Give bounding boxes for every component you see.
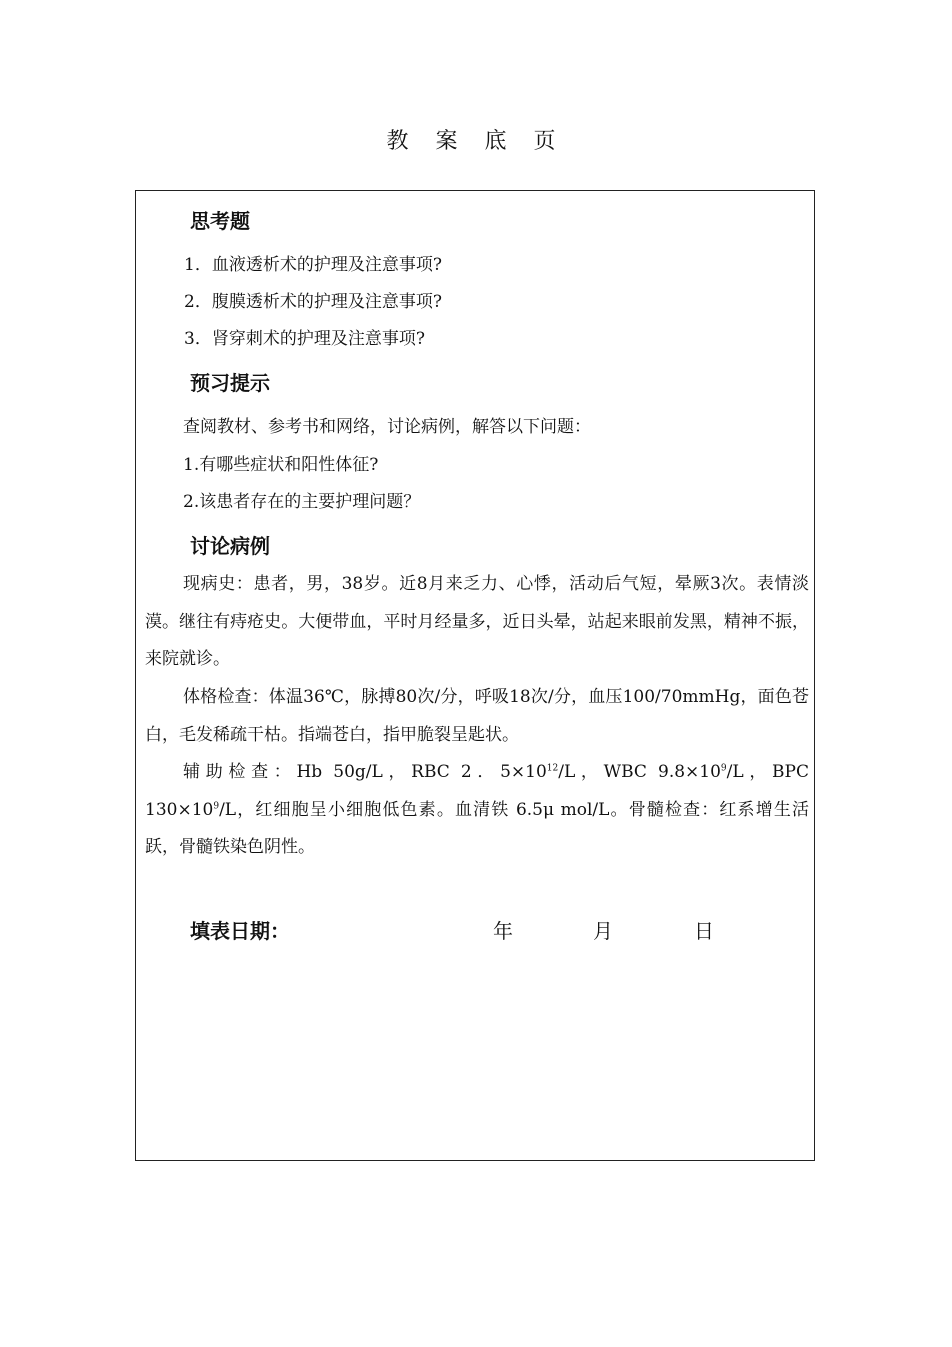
preview-item: 1.有哪些症状和阳性体征? [183,455,379,475]
case-history: 现病史：患者，男，38岁。近8月来乏力、心悸，活动后气短，晕厥3次。表情淡漠。继往有痔疮史。大便带血，平时月经量多，近日头晕，站起来眼前发黑，精神不振，来院就诊。 [145,574,809,669]
date-year: 年 [493,919,513,943]
case-exam: 体格检查：体温36℃，脉搏80次/分，呼吸18次/分，血压100/70mmHg，面色苍白，毛发稀疏干枯。指端苍白，指甲脆裂呈匙状。 [145,687,809,745]
case-aux-exam [145,754,809,867]
page-title: 教 案 底 页 [386,129,566,154]
question-item: 2．腹膜透析术的护理及注意事项? [184,292,442,312]
questions-heading: 思考题 [190,209,250,233]
wbc-exponent: 9 [720,763,727,774]
bpc-exponent: 9 [213,800,220,811]
aux-wbc: /L，WBC 9.8×10 [558,762,721,782]
case-heading: 讨论病例 [190,534,270,558]
preview-heading: 预习提示 [190,371,270,395]
question-item: 3．肾穿刺术的护理及注意事项? [184,329,425,349]
rbc-exponent: 12 [546,763,559,774]
aux-rest: /L，红细胞呈小细胞低色素。血清铁 6.5μ mol/L。骨髓检查：红系增生活跃，骨髓铁染色阴性。 [145,799,809,857]
aux-bpc: /L，BPC 130×10 [145,762,809,820]
preview-item: 2.该患者存在的主要护理问题？ [183,492,421,512]
preview-intro: 查阅教材、参考书和网络，讨论病例，解答以下问题： [183,417,591,437]
lesson-plan-box [135,190,815,1161]
date-day: 日 [694,919,714,943]
question-item: 1．血液透析术的护理及注意事项? [184,255,442,275]
date-month: 月 [593,919,613,943]
aux-hb-rbc: 辅助检查：Hb 50g/L，RBC 2．5×10 [183,762,547,782]
date-label: 填表日期： [190,919,290,943]
